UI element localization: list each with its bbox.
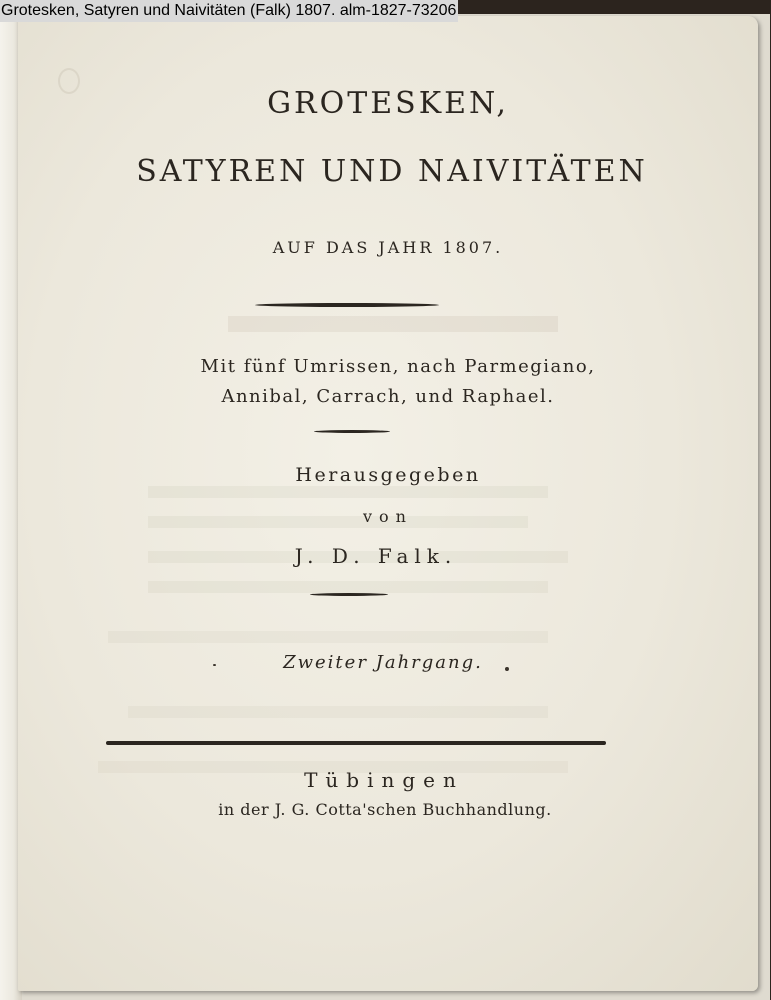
author-name: J. D. Falk.	[294, 544, 458, 568]
ornamental-rule	[314, 430, 390, 433]
bleed-mark	[148, 581, 548, 593]
image-caption: Grotesken, Satyren und Naivitäten (Falk) 1807. alm-1827-73206	[0, 0, 458, 22]
bleed-mark	[148, 486, 548, 498]
title-line-1: GROTESKEN,	[267, 86, 509, 121]
ink-speck	[505, 667, 509, 671]
volume-line: Zweiter Jahrgang.	[283, 652, 483, 673]
title-line-2: SATYREN UND NAIVITÄTEN	[136, 154, 648, 189]
publisher-line: in der J. G. Cotta'schen Buchhandlung.	[218, 800, 552, 819]
place-name: Tübingen	[304, 768, 464, 792]
subtitle-line-1: Mit fünf Umrissen, nach Parmegiano,	[200, 356, 596, 377]
von-line: von	[363, 507, 413, 526]
bleed-mark	[228, 316, 558, 332]
ink-speck	[213, 664, 216, 666]
edited-by: Herausgegeben	[295, 464, 481, 486]
ornamental-rule	[255, 303, 439, 307]
subtitle-line-2: Annibal, Carrach, und Raphael.	[221, 386, 555, 407]
bleed-mark	[108, 631, 548, 643]
double-rule	[106, 741, 606, 745]
ornamental-rule	[310, 593, 388, 596]
bleed-mark	[128, 706, 548, 718]
title-page	[18, 16, 758, 991]
year-line: AUF DAS JAHR 1807.	[272, 238, 504, 257]
